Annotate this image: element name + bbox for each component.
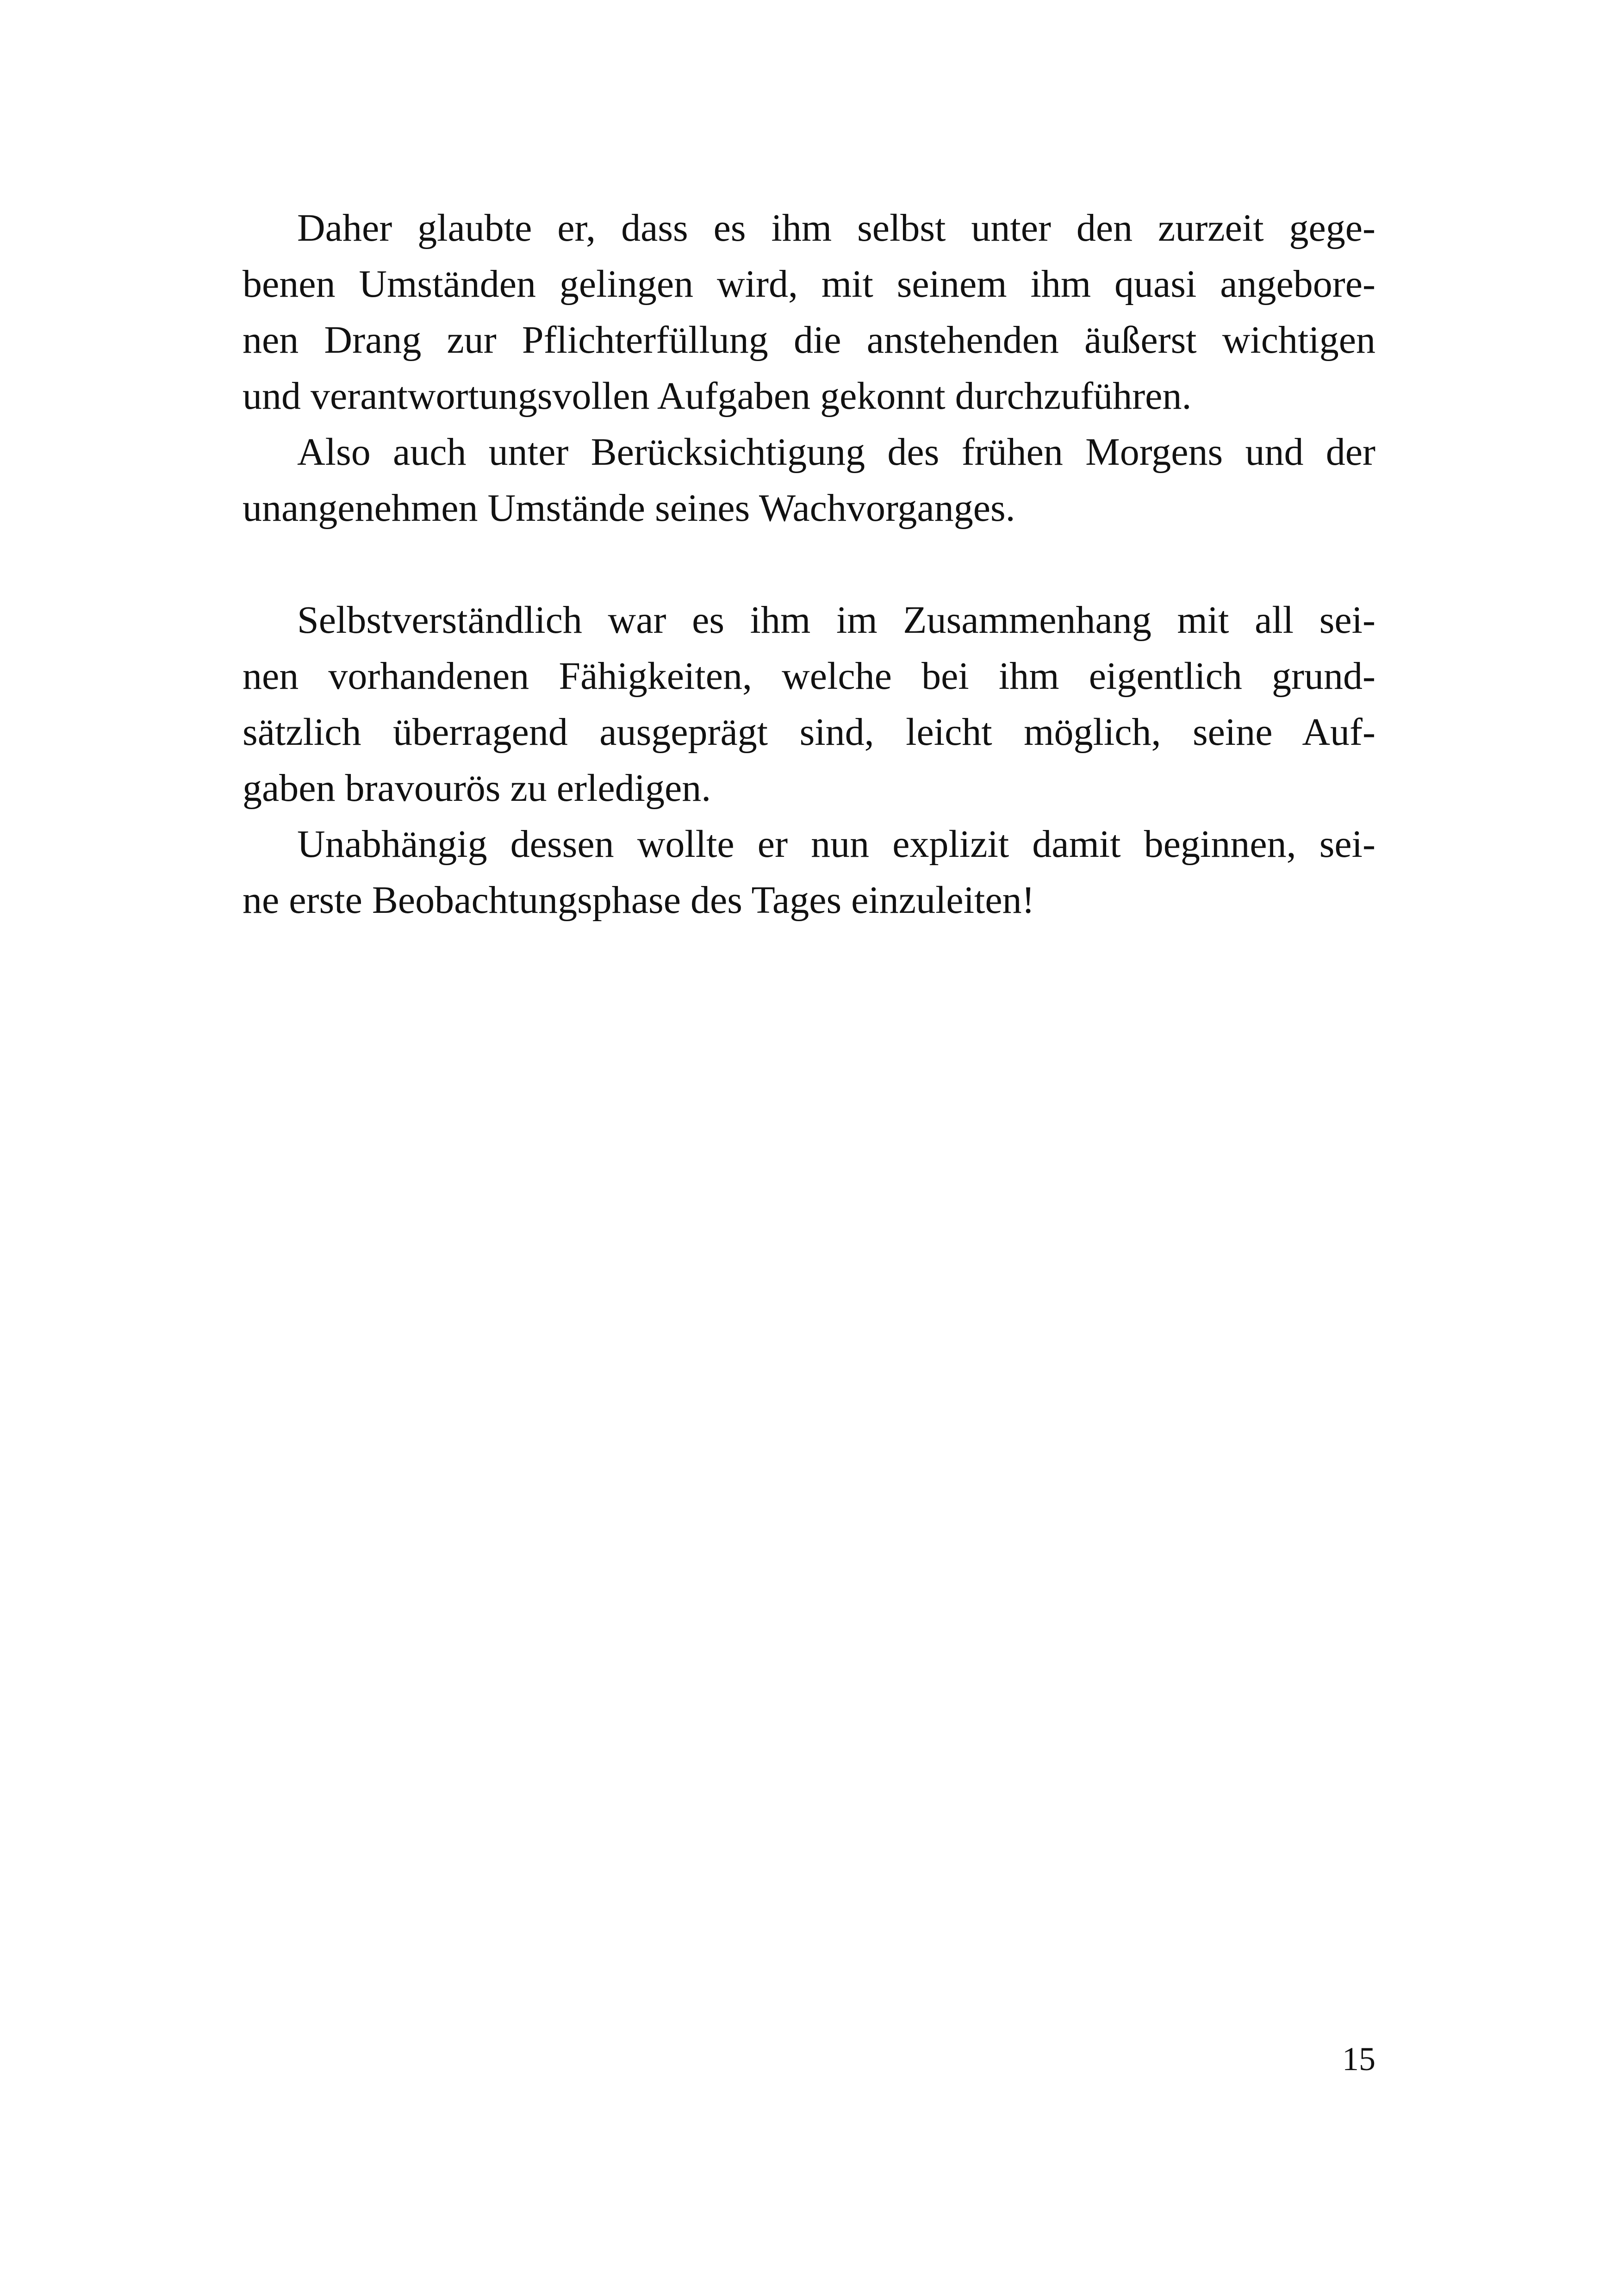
text-line: und verantwortungsvollen Aufgaben gekonnt durchzuführen. [243, 374, 1192, 418]
text-line: Daher glaubte er, dass es ihm selbst unter den zurzeit gege- [297, 206, 1375, 250]
text-line: unangenehmen Umstände seines Wachvorganges. [243, 487, 1015, 530]
text-line: nen vorhandenen Fähigkeiten, welche bei ihm eigentlich grund- [243, 655, 1375, 698]
text-line: sätzlich überragend ausgeprägt sind, leicht möglich, seine Auf- [243, 711, 1375, 754]
text-line: Unabhängig dessen wollte er nun explizit damit beginnen, sei- [297, 823, 1375, 866]
text-line: benen Umständen gelingen wird, mit seinem ihm quasi angebore- [243, 262, 1375, 306]
paragraph-gap [243, 536, 1375, 592]
text-line: Selbstverständlich war es ihm im Zusammenhang mit all sei- [297, 599, 1375, 642]
text-line: Also auch unter Berücksichtigung des frühen Morgens und der [297, 430, 1375, 474]
text-line: gaben bravourös zu erledigen. [243, 767, 711, 810]
text-line: ne erste Beobachtungsphase des Tages einzuleiten! [243, 879, 1035, 922]
text-line: nen Drang zur Pflichterfüllung die anstehenden äußerst wichtigen [243, 318, 1375, 362]
body-text [243, 200, 1375, 928]
page-number: 15 [1342, 2040, 1375, 2078]
